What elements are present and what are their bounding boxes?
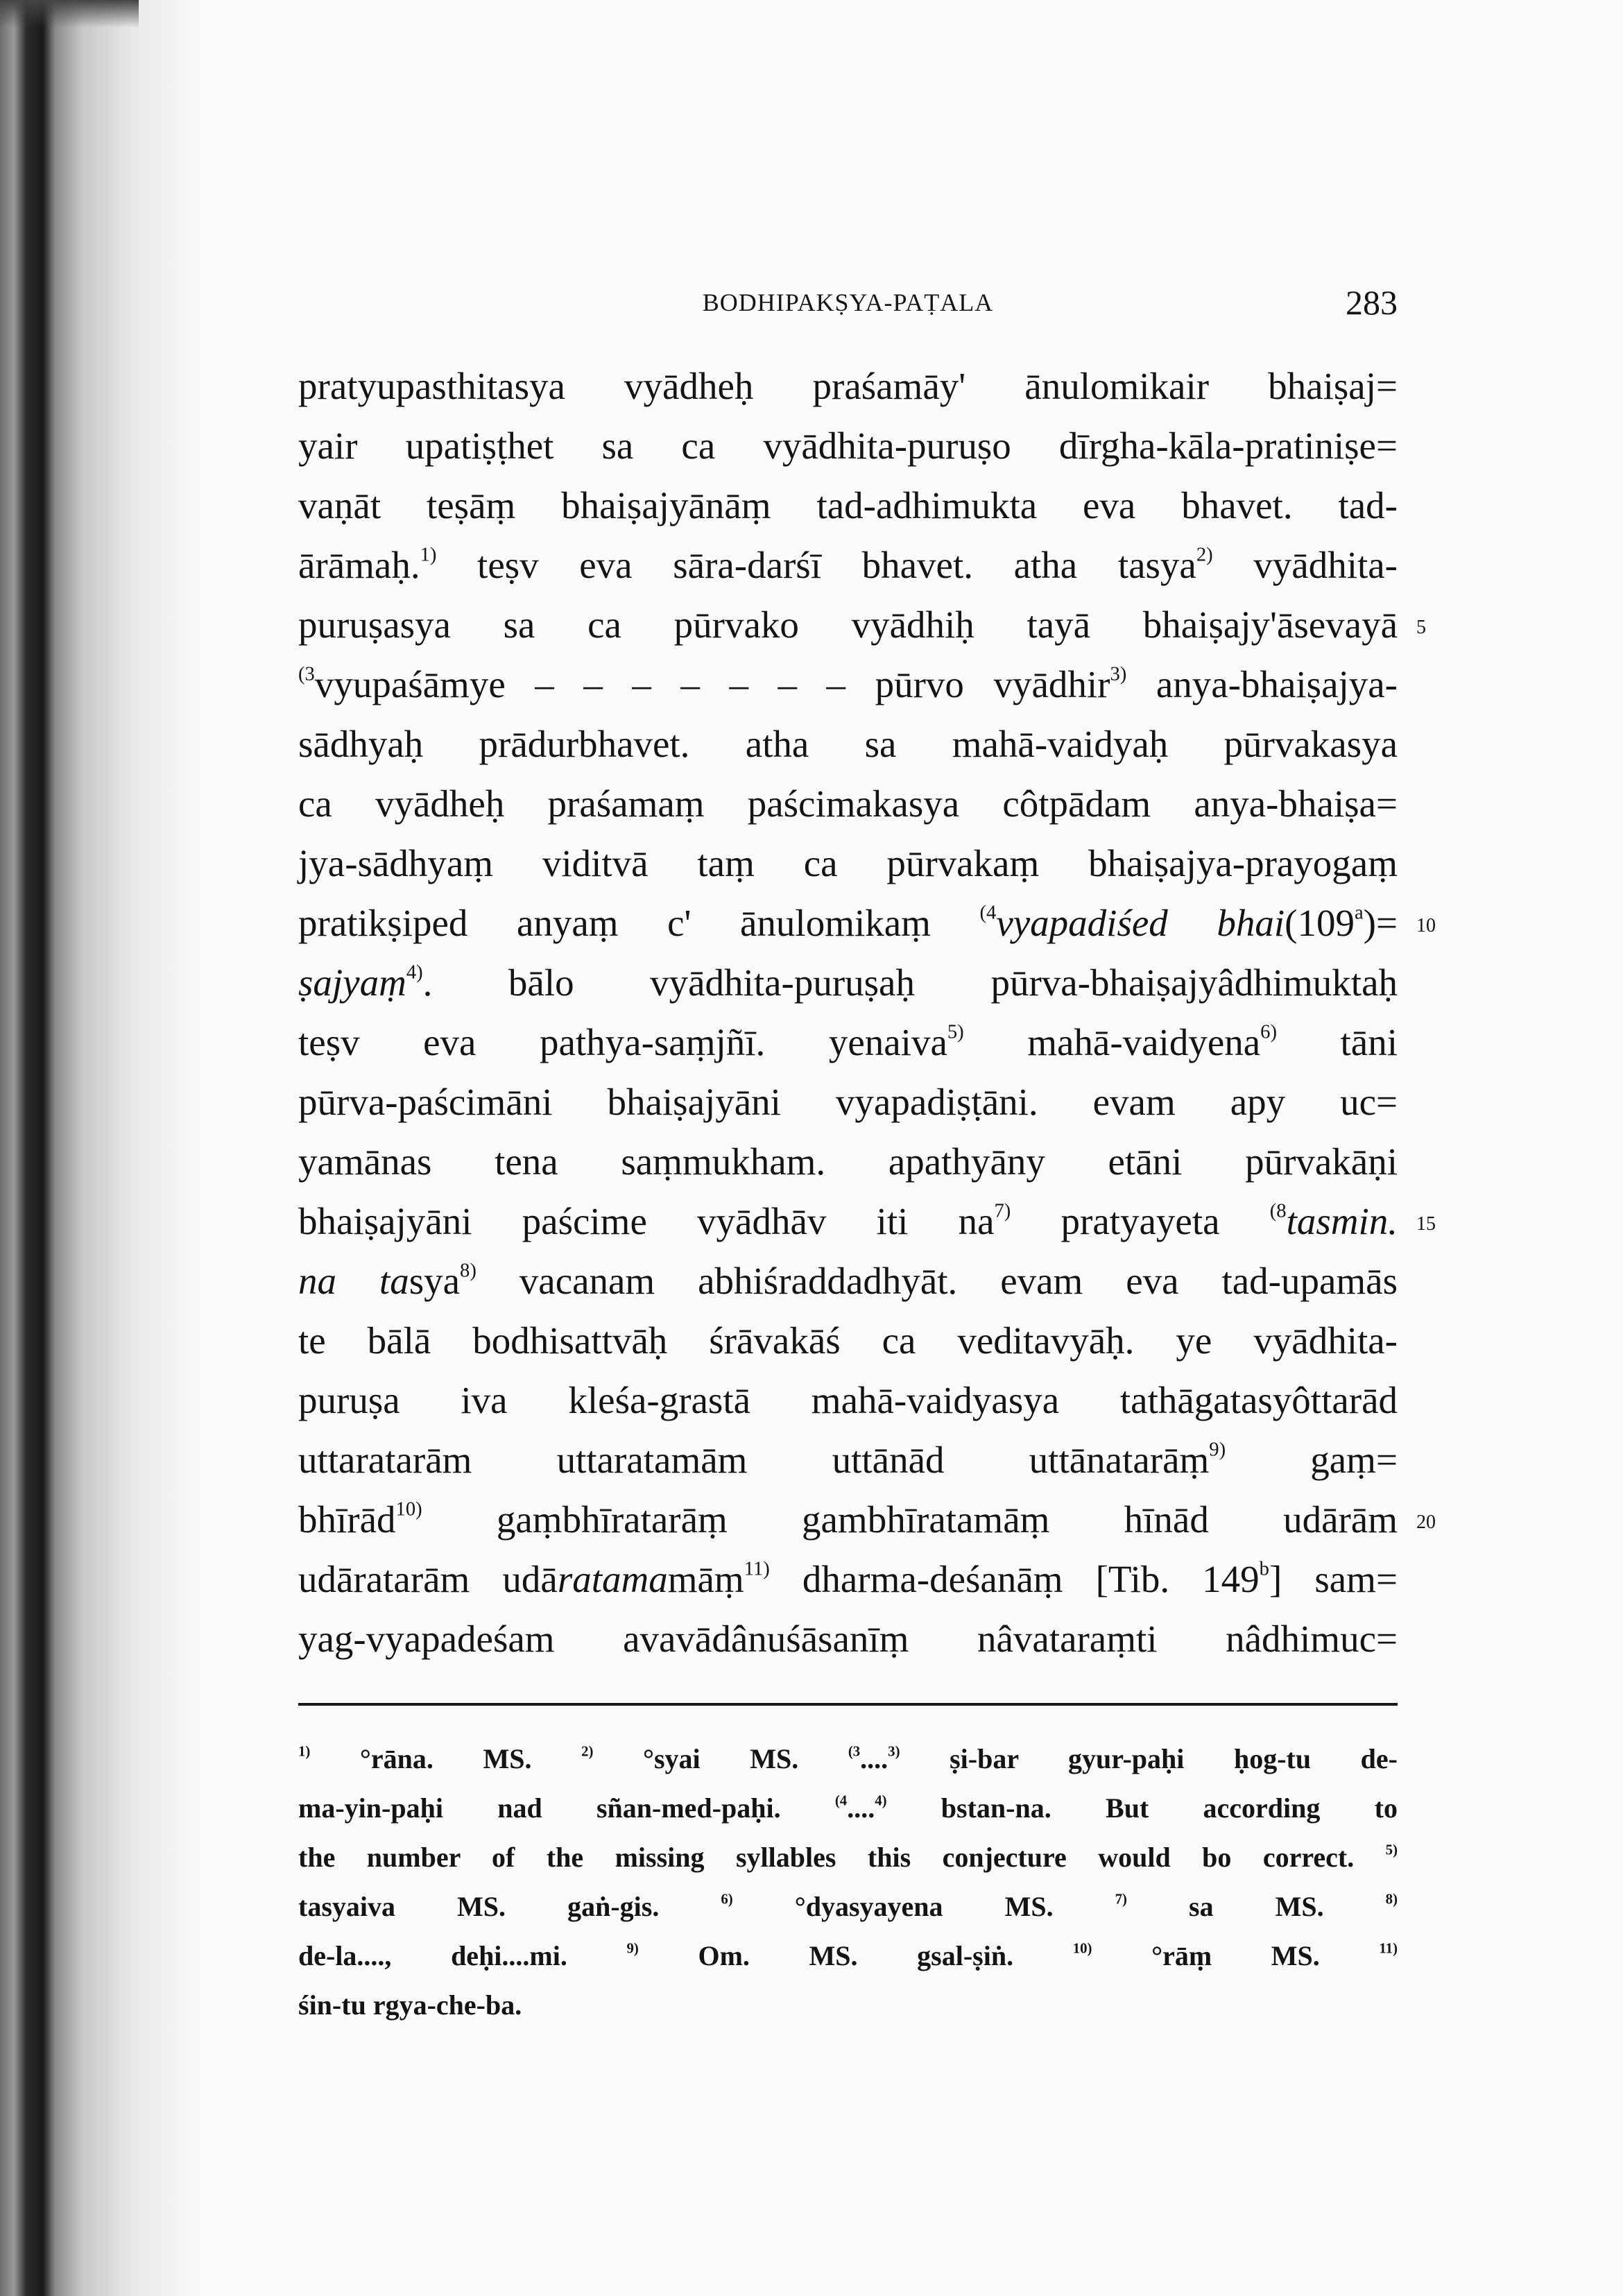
italic-run: ṣajyaṃ: [298, 961, 406, 1004]
text-line: [298, 1371, 1398, 1430]
text-line: [298, 655, 1398, 714]
text-line-text: [298, 1609, 1398, 1669]
text-line-text: [298, 1430, 1398, 1490]
footnote-marker: 10): [395, 1498, 422, 1520]
footnote-marker: 8): [460, 1260, 476, 1282]
italic-run: tasmin.: [1286, 1200, 1398, 1242]
text-line: [298, 1132, 1398, 1192]
text-run: °rāna. MS.: [310, 1743, 582, 1774]
text-run: vyādhita-: [1212, 544, 1398, 586]
main-text: [298, 357, 1436, 1669]
footnote-line: [298, 1783, 1398, 1833]
text-run: . bālo vyādhita-puruṣaḥ pūrva-bhaiṣajyâdhimuktaḥ: [422, 961, 1398, 1004]
text-line: [298, 774, 1398, 834]
footnote-marker: 6): [1260, 1021, 1277, 1043]
text-run: tāni: [1276, 1021, 1398, 1063]
footnote-line-text: [298, 1989, 522, 2021]
footnote-line-text: [298, 1792, 1398, 1824]
text-line: [298, 357, 1398, 416]
footnote-line-text: [298, 1842, 1398, 1873]
page-number: 283: [1346, 283, 1398, 322]
text-line-text: [298, 1251, 1398, 1311]
text-run: de-la...., deḥi....mi.: [298, 1940, 627, 1971]
text-line: [298, 1430, 1398, 1490]
footnote-marker: 7): [1115, 1891, 1127, 1908]
footnote-marker: 4): [406, 961, 423, 984]
text-line-text: [298, 1072, 1398, 1132]
text-run: teṣv eva pathya-saṃjñī. yenaiva: [298, 1021, 947, 1063]
footnote-line-text: [298, 1743, 1398, 1774]
text-run: teṣv eva sāra-darśī bhavet. atha tasya: [436, 544, 1196, 586]
text-run: ṣi-bar gyur-paḥi ḥog-tu de-: [900, 1743, 1398, 1774]
text-line-text: [298, 714, 1398, 774]
text-line-text: [298, 1371, 1398, 1430]
text-run: °syai MS.: [593, 1743, 848, 1774]
scan-edge-shadow: [0, 0, 139, 28]
text-line: [298, 595, 1426, 655]
text-run: pratyayeta: [1011, 1200, 1270, 1242]
text-run: ārāmaḥ.: [298, 544, 420, 586]
line-number: 5: [1416, 617, 1426, 638]
text-run: dharma-deśanāṃ [Tib. 149: [769, 1558, 1260, 1600]
text-run: anya-bhaiṣajya-: [1126, 663, 1398, 705]
text-line: [298, 1251, 1398, 1311]
text-line-text: [298, 1192, 1398, 1251]
text-run: te bālā bodhisattvāḥ śrāvakāś ca veditavyāḥ. ye vyādhita-: [298, 1319, 1398, 1362]
footnote-line: [298, 1734, 1398, 1783]
footnote-marker: 10): [1072, 1940, 1092, 1957]
text-line-text: [298, 536, 1398, 595]
footnote-marker: 5): [947, 1021, 964, 1043]
text-run: vaṇāt teṣāṃ bhaiṣajyānāṃ tad-adhimukta eva bhavet. tad-: [298, 484, 1398, 526]
footnote-marker: 1): [298, 1743, 311, 1760]
footnote-marker: 11): [744, 1558, 770, 1580]
footnote-line: [298, 1980, 1398, 2030]
text-line: [298, 953, 1398, 1013]
italic-run: vyapadiśed bhai: [996, 902, 1285, 944]
text-run: ca vyādheḥ praśamaṃ paścimakasya côtpādam anya-bhaiṣa=: [298, 782, 1398, 825]
text-line-text: [298, 595, 1398, 655]
text-run: vacanam abhiśraddadhyāt. evam eva tad-upamās: [476, 1260, 1398, 1302]
text-run: yag-vyapadeśam avavādânuśāsanīṃ nâvataraṃti nâdhimuc=: [298, 1618, 1398, 1660]
footnote-marker: 5): [1385, 1842, 1398, 1858]
text-line-text: [298, 1490, 1398, 1550]
text-run: udāratarām udā: [298, 1558, 558, 1600]
footnote-marker: 7): [994, 1200, 1011, 1222]
text-line: [298, 416, 1398, 476]
footnote-marker: a: [1354, 902, 1364, 924]
text-line-text: [298, 416, 1398, 476]
running-title: BODHIPAKṢYA-PAṬALA: [702, 289, 994, 316]
text-line-text: [298, 1311, 1398, 1371]
text-run: sya: [409, 1260, 461, 1302]
text-run: yair upatiṣṭhet sa ca vyādhita-puruṣo dīrgha-kāla-pratiniṣe=: [298, 425, 1398, 467]
footnote-marker: 1): [420, 544, 437, 566]
text-run: mahā-vaidyena: [963, 1021, 1261, 1063]
text-run: māṃ: [667, 1558, 744, 1600]
text-line: [298, 893, 1436, 953]
footnote-line-text: [298, 1891, 1398, 1922]
text-run: puruṣasya sa ca pūrvako vyādhiḥ tayā bhaiṣajy'āsevayā: [298, 603, 1398, 646]
footnote-marker: (4: [979, 902, 997, 924]
text-line: [298, 536, 1398, 595]
footnotes: [298, 1734, 1398, 2030]
footnote-marker: 2): [1196, 544, 1213, 566]
text-line: [298, 714, 1398, 774]
text-run: puruṣa iva kleśa-grastā mahā-vaidyasya tathāgatasyôttarād: [298, 1379, 1398, 1421]
italic-run: na ta: [298, 1260, 409, 1302]
text-line-text: [298, 357, 1398, 416]
text-run: °rāṃ MS.: [1092, 1940, 1380, 1971]
footnote-rule: [298, 1703, 1398, 1706]
footnote-marker: (3: [848, 1743, 861, 1760]
text-run: ....: [860, 1743, 888, 1774]
text-line-text: [298, 953, 1398, 1013]
text-run: vyupaśāmye – – – – – – – pūrvo vyādhir: [314, 663, 1110, 705]
footnote-marker: 6): [721, 1891, 733, 1908]
footnote-marker: 11): [1379, 1940, 1398, 1957]
footnote-marker: 8): [1385, 1891, 1398, 1908]
footnote-marker: 3): [888, 1743, 900, 1760]
text-line-text: [298, 655, 1398, 714]
text-line: [298, 1609, 1398, 1669]
text-run: the number of the missing syllables this conjecture would bo correct.: [298, 1842, 1386, 1873]
text-line: [298, 1490, 1436, 1550]
line-number: 10: [1416, 915, 1436, 936]
text-run: gaṃ=: [1226, 1439, 1398, 1481]
text-run: pratikṣiped anyaṃ c' ānulomikaṃ: [298, 902, 980, 944]
text-line-text: [298, 476, 1398, 536]
text-run: yamānas tena saṃmukham. apathyāny etāni pūrvakāṇi: [298, 1140, 1398, 1183]
text-line-text: [298, 1013, 1398, 1072]
footnote-line-text: [298, 1940, 1398, 1971]
text-line-text: [298, 774, 1398, 834]
page-header: [298, 283, 1398, 322]
italic-run: ratama: [557, 1558, 668, 1600]
book-binding-shadow: [0, 0, 208, 2296]
footnote-marker: 9): [626, 1940, 639, 1957]
footnote-marker: (8: [1269, 1200, 1287, 1222]
text-line: [298, 1550, 1398, 1609]
text-run: gaṃbhīratarāṃ gambhīratamāṃ hīnād udārām: [422, 1498, 1398, 1541]
footnote-marker: 3): [1110, 663, 1127, 685]
footnote-line: [298, 1882, 1398, 1931]
text-line: [298, 1072, 1398, 1132]
text-line-text: [298, 893, 1398, 953]
text-run: )=: [1363, 902, 1398, 944]
footnote-marker: (4: [834, 1792, 848, 1809]
footnote-marker: 2): [581, 1743, 594, 1760]
text-line: [298, 476, 1398, 536]
footnote-marker: b: [1259, 1558, 1269, 1580]
line-number: 15: [1416, 1213, 1436, 1235]
text-line-text: [298, 1132, 1398, 1192]
footnote-marker: (3: [298, 663, 315, 685]
text-run: (109: [1285, 902, 1355, 944]
footnote-line: [298, 1833, 1398, 1882]
footnote-marker: 4): [875, 1792, 887, 1809]
text-run: bstan-na. But according to: [886, 1792, 1398, 1824]
footnote-line: [298, 1931, 1398, 1980]
text-run: bhaiṣajyāni paścime vyādhāv iti na: [298, 1200, 995, 1242]
text-line-text: [298, 834, 1398, 893]
text-run: jya-sādhyaṃ viditvā taṃ ca pūrvakaṃ bhaiṣajya-prayogaṃ: [298, 842, 1398, 884]
line-number: 20: [1416, 1511, 1436, 1533]
text-run: bhīrād: [298, 1498, 396, 1541]
text-line: [298, 834, 1398, 893]
text-run: śin-tu rgya-che-ba.: [298, 1989, 522, 2021]
text-run: uttaratarām uttaratamām uttānād uttānatarāṃ: [298, 1439, 1210, 1481]
text-run: Om. MS. gsal-ṣiṅ.: [638, 1940, 1073, 1971]
text-line: [298, 1192, 1436, 1251]
text-run: ] sam=: [1269, 1558, 1398, 1600]
text-line: [298, 1311, 1398, 1371]
text-run: sa MS.: [1126, 1891, 1386, 1922]
text-run: pūrva-paścimāni bhaiṣajyāni vyapadiṣṭāni. evam apy uc=: [298, 1081, 1398, 1123]
text-run: tasyaiva MS. gaṅ-gis.: [298, 1891, 721, 1922]
text-run: ....: [847, 1792, 875, 1824]
footnote-marker: 9): [1209, 1439, 1226, 1461]
text-run: ma-yin-paḥi nad sñan-med-paḥi.: [298, 1792, 835, 1824]
text-line: [298, 1013, 1398, 1072]
text-line-text: [298, 1550, 1398, 1609]
text-run: sādhyaḥ prādurbhavet. atha sa mahā-vaidyaḥ pūrvakasya: [298, 723, 1398, 765]
text-run: pratyupasthitasya vyādheḥ praśamāy' ānulomikair bhaiṣaj=: [298, 365, 1398, 407]
text-run: °dyasyayena MS.: [732, 1891, 1115, 1922]
